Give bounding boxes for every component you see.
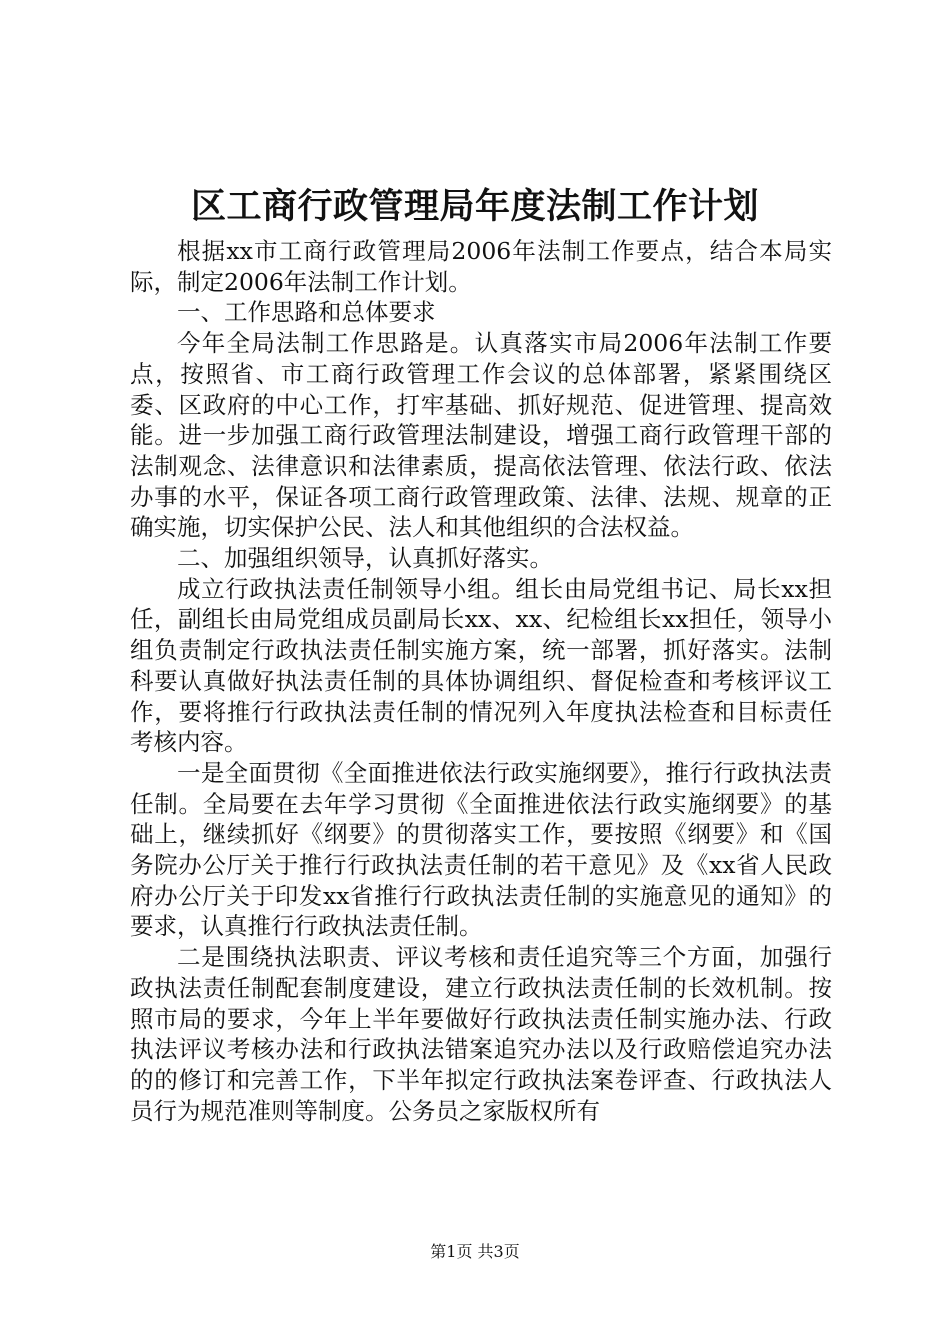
paragraph-item-two: 二是围绕执法职责、评议考核和责任追究等三个方面，加强行政执法责任制配套制度建设，建立行政执法责任制的长效机制。按照市局的要求，今年上半年要做好行政执法责任制实施办法、行政执法评议考核办法和行政执法错案追究办法以及行政赔偿追究办法的的修订和完善工作，下半年拟定行政执法案卷评查、行政执法人员行为规范准则等制度。公务员之家版权所有: [130, 943, 832, 1125]
section-heading-2: 二、加强组织领导，认真抓好落实。: [177, 544, 553, 573]
paragraph-leadership-group: 成立行政执法责任制领导小组。组长由局党组书记、局长xx担任，副组长由局党组成员副局长xx、xx、纪检组长xx担任，领导小组负责制定行政执法责任制实施方案，统一部署，抓好落实。法制科要认真做好执法责任制的具体协调组织、督促检查和考核评议工作，要将推行行政执法责任制的情况列入年度执法检查和目标责任考核内容。: [130, 574, 832, 757]
paragraph-intro: 根据xx市工商行政管理局2006年法制工作要点，结合本局实际，制定2006年法制工作计划。: [130, 237, 832, 296]
paragraph-work-approach: 今年全局法制工作思路是。认真落实市局2006年法制工作要点，按照省、市工商行政管理工作会议的总体部署，紧紧围绕区委、区政府的中心工作，打牢基础、抓好规范、促进管理、提高效能。进一步加强工商行政管理法制建设，增强工商行政管理干部的法制观念、法律意识和法律素质，提高依法管理、依法行政、依法办事的水平，保证各项工商行政管理政策、法律、法规、规章的正确实施，切实保护公民、法人和其他组织的合法权益。: [130, 329, 832, 542]
page-footer: 第1页 共3页: [430, 1242, 520, 1261]
document-body: [130, 236, 832, 1126]
paragraph-item-one: 一是全面贯彻《全面推进依法行政实施纲要》，推行行政执法责任制。全局要在去年学习贯彻《全面推进依法行政实施纲要》的基础上，继续抓好《纲要》的贯彻落实工作，要按照《纲要》和《国务院办公厅关于推行行政执法责任制的若干意见》及《xx省人民政府办公厅关于印发xx省推行行政执法责任制的实施意见的通知》的要求，认真推行行政执法责任制。: [130, 758, 832, 941]
section-heading-1: 一、工作思路和总体要求: [177, 298, 436, 327]
document-title: 区工商行政管理局年度法制工作计划: [190, 186, 759, 227]
